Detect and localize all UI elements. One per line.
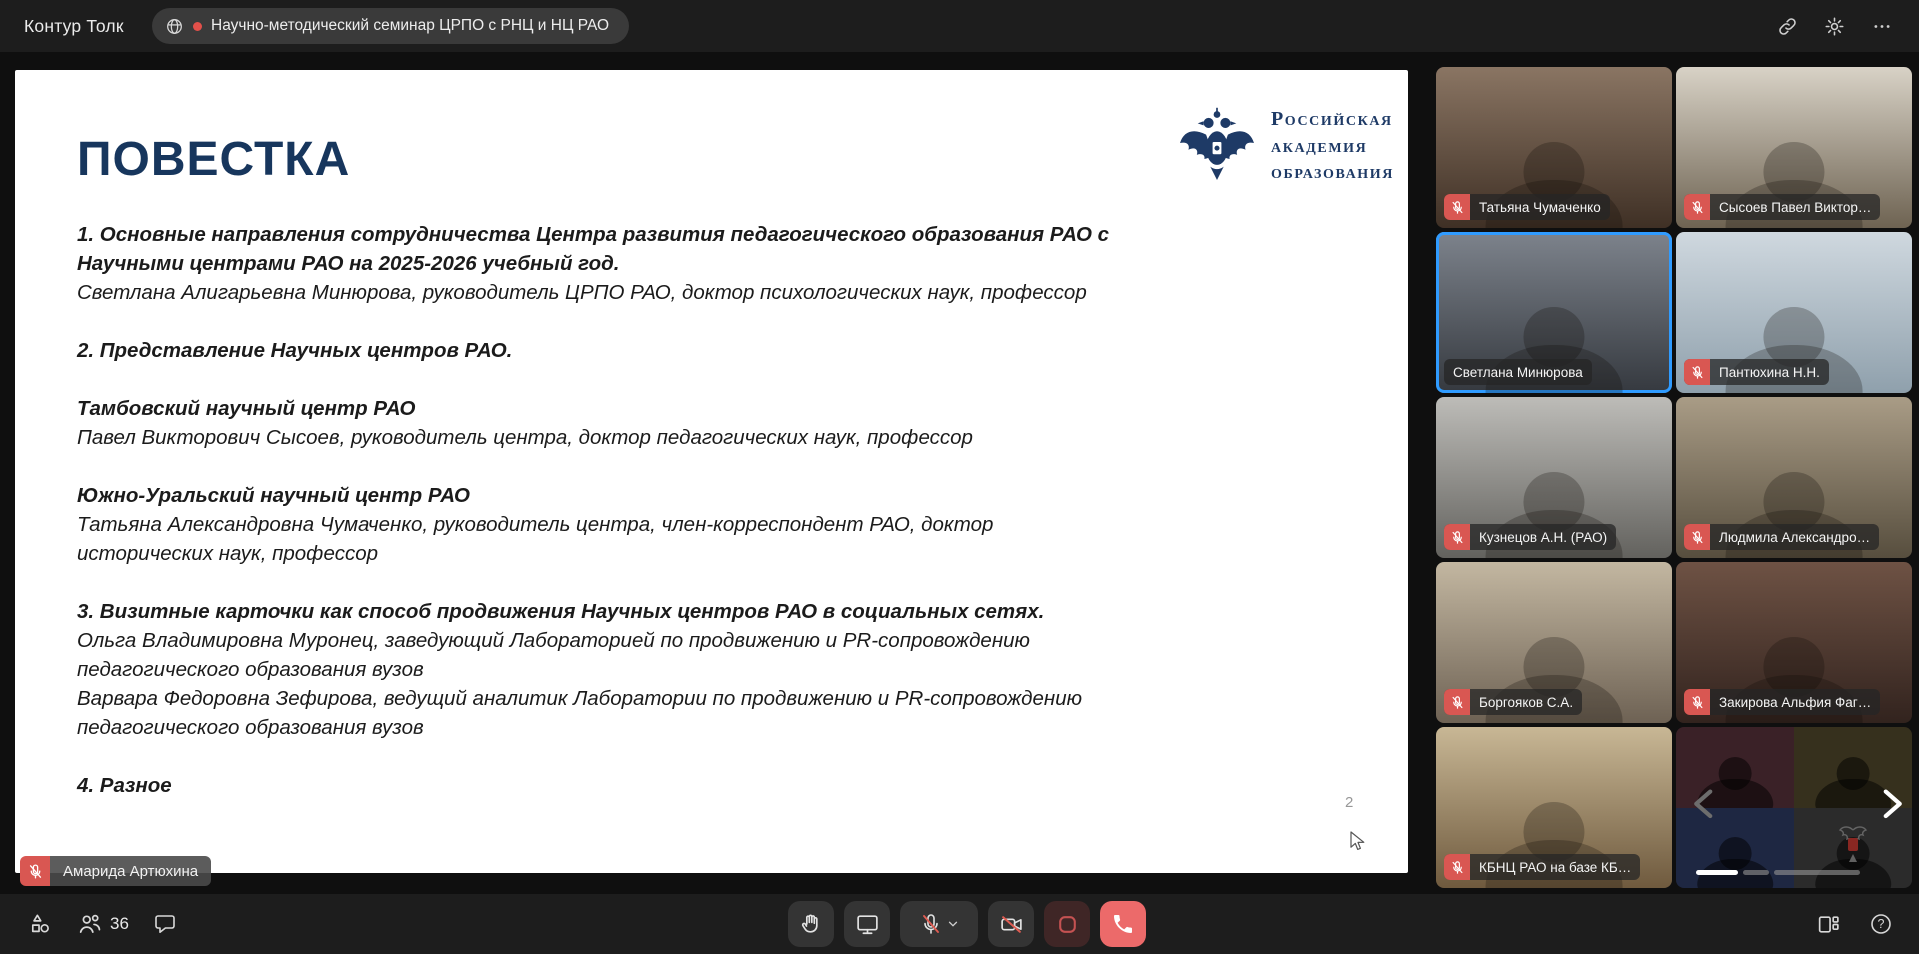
agenda-paragraph: Тамбовский научный центр РАО [77, 397, 416, 420]
participant-tile[interactable] [1436, 727, 1672, 888]
pagination-segment [1696, 870, 1738, 875]
prev-page-chevron-icon[interactable] [1684, 782, 1726, 824]
self-name: Амарида Артюхина [50, 856, 211, 886]
agenda-paragraph: Павел Викторович Сысоев, руководитель центра, доктор педагогических наук, профессор [77, 426, 973, 449]
participants-button[interactable] [77, 911, 129, 937]
participant-name: Сысоев Павел Виктор… [1719, 199, 1872, 215]
mic-muted-icon [1444, 194, 1470, 220]
pagination-segment [1774, 870, 1860, 875]
participant-name: Людмила Александро… [1719, 529, 1871, 545]
mic-muted-icon [1444, 524, 1470, 550]
rao-eagle-icon [1175, 106, 1259, 186]
participant-name-label [1444, 359, 1592, 385]
participant-tile[interactable] [1436, 397, 1672, 558]
participants-count: 36 [110, 914, 129, 933]
shared-slide [15, 70, 1408, 873]
participant-name: Кузнецов А.Н. (РАО) [1479, 529, 1608, 545]
layout-view-button[interactable] [1816, 912, 1841, 937]
rao-logo-text: Российская академия образования [1270, 108, 1394, 184]
participant-name: Татьяна Чумаченко [1479, 199, 1601, 215]
bottom-toolbar [0, 894, 1919, 954]
reactions-shapes-icon[interactable] [28, 912, 53, 937]
participants-pagination [1696, 870, 1860, 875]
mic-muted-icon [1684, 359, 1710, 385]
participant-name: Пантюхина Н.Н. [1719, 364, 1820, 380]
participant-name-label [1684, 194, 1880, 220]
agenda-paragraph: Южно-Уральский научный центр РАО [77, 484, 470, 507]
help-button[interactable] [1869, 912, 1893, 936]
mic-muted-icon [1444, 854, 1470, 880]
agenda-paragraph: 3. Визитные карточки как способ продвижения Научных центров РАО в социальных сетях. [77, 600, 1045, 623]
camera-off-button[interactable] [988, 901, 1034, 947]
raise-hand-button[interactable] [788, 901, 834, 947]
agenda-paragraph: Варвара Федоровна Зефирова, ведущий аналитик Лаборатории по продвижению и PR-сопровождению педагогического образования вузов [77, 687, 1083, 739]
more-options-icon[interactable] [1871, 16, 1893, 37]
mic-muted-icon [1684, 194, 1710, 220]
participant-name-label [1444, 854, 1640, 880]
agenda-paragraph: 2. Представление Научных центров РАО. [77, 339, 513, 362]
participant-name-label [1444, 194, 1610, 220]
participant-tile[interactable] [1676, 562, 1912, 723]
participant-tile[interactable] [1436, 562, 1672, 723]
participant-tile[interactable] [1676, 232, 1912, 393]
participant-tile[interactable] [1436, 67, 1672, 228]
chat-button[interactable] [153, 912, 177, 936]
participant-tile[interactable] [1436, 232, 1672, 393]
participant-name: Светлана Минюрова [1453, 364, 1583, 380]
mic-muted-icon [1684, 524, 1710, 550]
participant-name-label [1684, 359, 1829, 385]
agenda-paragraph: Ольга Владимировна Муронец, заведующий Лабораторией по продвижению и PR-сопровождению педагогического образования вузов [77, 629, 1030, 681]
next-page-chevron-icon[interactable] [1870, 782, 1912, 824]
participant-tile[interactable] [1676, 67, 1912, 228]
agenda-paragraph: 4. Разное [77, 774, 172, 797]
mic-muted-icon [1684, 689, 1710, 715]
meeting-title: Научно-методический семинар ЦРПО с РНЦ и НЦ РАО [211, 17, 610, 34]
slide-title: ПОВЕСТКА [77, 133, 351, 186]
more-participants-tile[interactable] [1676, 727, 1912, 888]
top-bar [0, 0, 1919, 52]
hang-up-button[interactable] [1100, 901, 1146, 947]
recording-dot [193, 22, 202, 31]
participant-tile[interactable] [1676, 397, 1912, 558]
participant-name-label [1444, 689, 1582, 715]
participant-name: КБНЦ РАО на базе КБ… [1479, 859, 1632, 875]
agenda [77, 220, 1122, 800]
participants-grid [1436, 67, 1912, 888]
settings-gear-icon[interactable] [1824, 16, 1845, 37]
mic-muted-icon [20, 856, 50, 886]
svg-text:?: ? [1877, 917, 1885, 932]
mouse-cursor [1348, 830, 1370, 854]
microphone-muted-button[interactable] [900, 901, 978, 947]
app-brand: Контур Толк [24, 16, 124, 36]
agenda-paragraph: 1. Основные направления сотрудничества Центра развития педагогического образования РАО с Научными центрами РАО на 2025-2026 учебный год. [77, 223, 1109, 275]
pagination-segment [1743, 870, 1769, 875]
mic-muted-icon [1444, 689, 1470, 715]
copy-link-icon[interactable] [1777, 16, 1798, 37]
participant-name-label [1684, 689, 1880, 715]
screen-share-button[interactable] [844, 901, 890, 947]
agenda-paragraph: Татьяна Александровна Чумаченко, руководитель центра, член-корреспондент РАО, доктор исторических наук, профессор [77, 513, 994, 565]
globe-icon [165, 17, 184, 36]
stop-recording-button[interactable] [1044, 901, 1090, 947]
participant-name-label [1684, 524, 1879, 550]
mic-options-chevron-icon [946, 917, 960, 931]
participant-name: Закирова Альфия Фаг… [1719, 694, 1872, 710]
meeting-tab[interactable] [152, 8, 629, 44]
agenda-paragraph: Светлана Алигарьевна Минюрова, руководитель ЦРПО РАО, доктор психологических наук, профессор [77, 281, 1087, 304]
self-name-overlay [20, 856, 211, 886]
slide-page-number: 2 [1345, 794, 1354, 811]
participant-name: Боргояков С.А. [1479, 694, 1574, 710]
rao-logo [1175, 106, 1394, 186]
participant-name-label [1444, 524, 1616, 550]
